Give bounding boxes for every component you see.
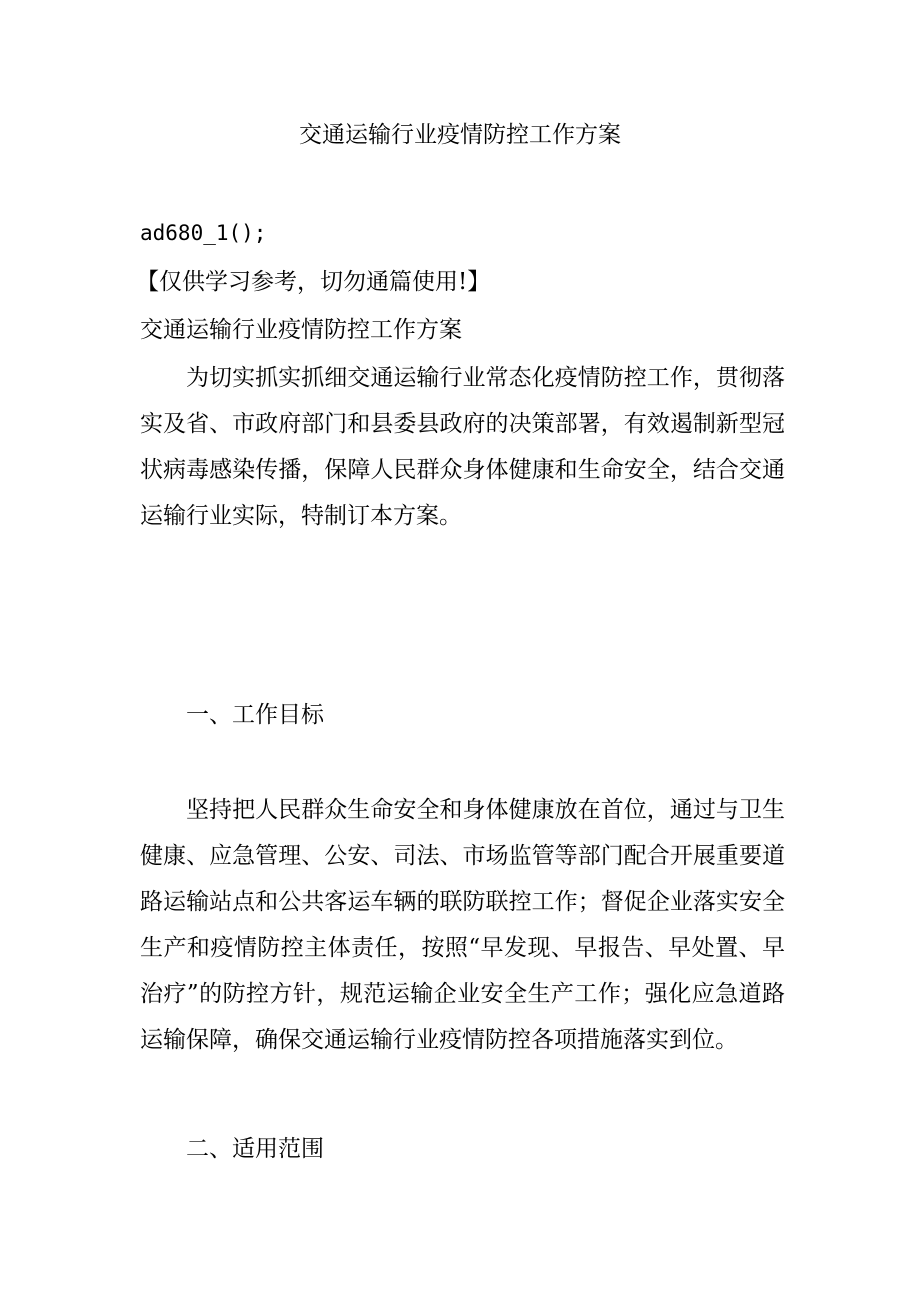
document-title: 交通运输行业疫情防控工作方案 [299,122,621,148]
notice-line: 【仅供学习参考，切勿通篇使用!】 [136,269,491,295]
code-line: ad680_1(); [140,221,267,245]
section-heading-goals: 一、工作目标 [186,702,324,728]
section-heading-scope: 二、适用范围 [186,1136,324,1162]
intro-paragraph: 为切实抓实抓细交通运输行业常态化疫情防控工作，贯彻落实及省、市政府部门和县委县政府的决策部署，有效遏制新型冠状病毒感染传播，保障人民群众身体健康和生命安全，结合交通运输行业实际，特制订本方案。 [140,365,785,529]
goals-paragraph: 坚持把人民群众生命安全和身体健康放在首位，通过与卫生健康、应急管理、公安、司法、市场监管等部门配合开展重要道路运输站点和公共客运车辆的联防联控工作；督促企业落实安全生产和疫情防控主体责任，按照“早发现、早报告、早处置、早治疗”的防控方针，规范运输企业安全生产工作；强化应急道路运输保障，确保交通运输行业疫情防控各项措施落实到位。 [140,797,785,1053]
document-subtitle: 交通运输行业疫情防控工作方案 [140,317,462,343]
